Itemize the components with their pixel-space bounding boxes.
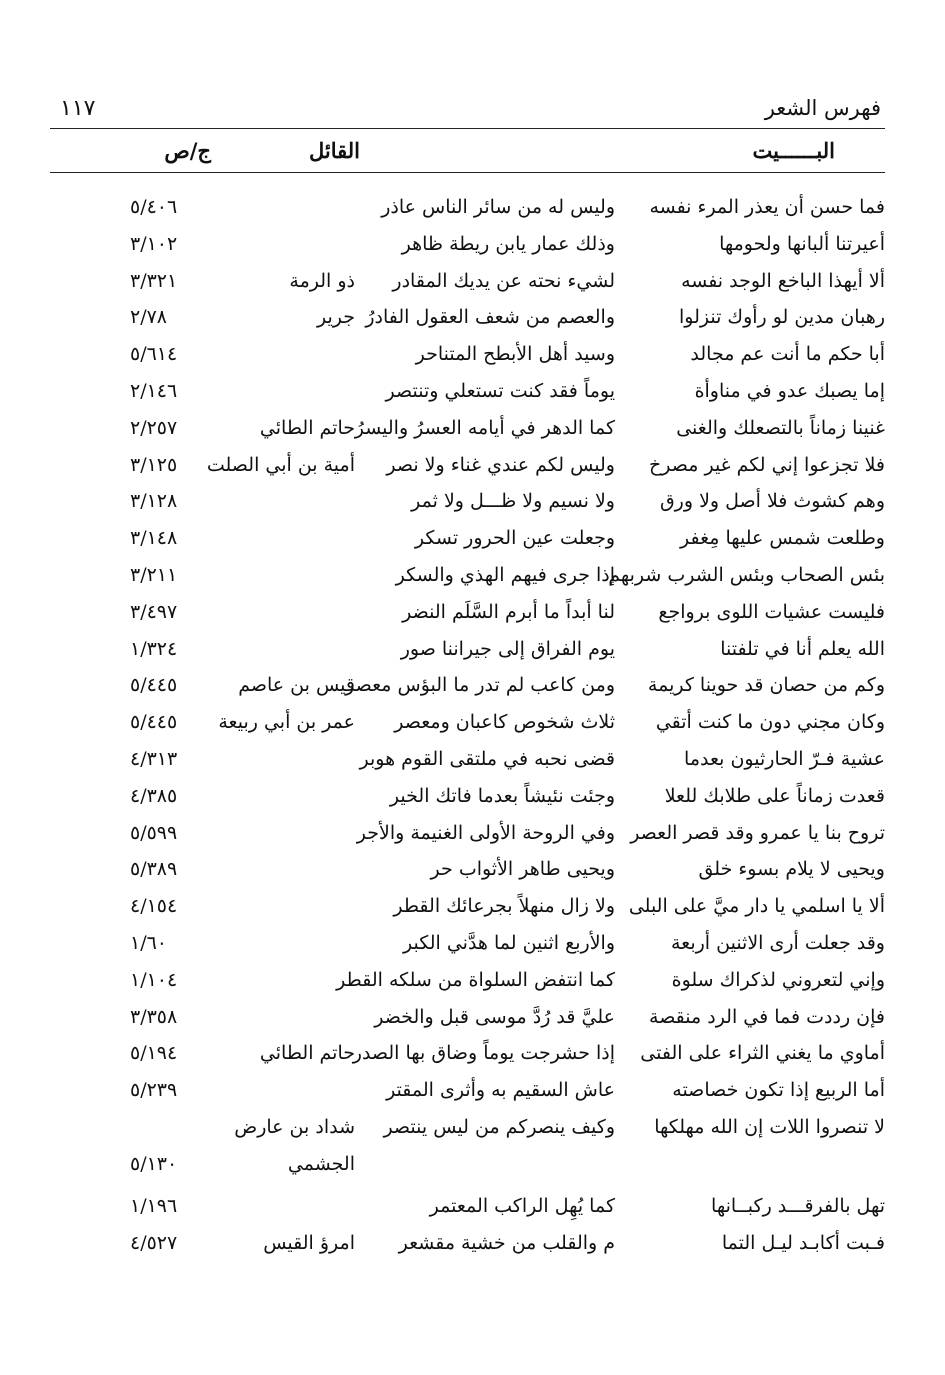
- page-number: ١١٧: [60, 96, 96, 121]
- poet-name: شداد بن عارض: [234, 1115, 355, 1138]
- verse-first-hemistich: تروح بنا يا عمرو وقد قصر العصر: [630, 821, 885, 844]
- volume-page-ref: ٤/٥٢٧: [130, 1231, 178, 1254]
- volume-page-ref: ٥/٢٣٩: [130, 1079, 178, 1102]
- volume-page-ref: ٤/٣١٣: [130, 747, 178, 770]
- volume-page-ref: ٥/١٩٤: [130, 1042, 178, 1065]
- verse-first-hemistich: الله يعلم أنا في تلفتنا: [720, 637, 885, 660]
- index-row: [0, 816, 945, 853]
- verse-first-hemistich: فلا تجزعوا إني لكم غير مصرخ: [649, 453, 885, 476]
- verse-first-hemistich: ألا يا اسلمي يا دار ميَّ على البلى: [628, 895, 885, 918]
- index-row: [0, 190, 945, 227]
- verse-first-hemistich: وكان مجني دون ما كنت أتقي: [655, 711, 885, 734]
- verse-first-hemistich: وهم كشوث فلا أصل ولا ورق: [659, 490, 885, 513]
- verse-second-hemistich: م والقلب من خشية مقشعر: [398, 1231, 615, 1254]
- volume-page-ref: ٢/١٤٦: [130, 379, 178, 402]
- poet-name: حاتم الطائي: [259, 416, 355, 439]
- index-row: [0, 742, 945, 779]
- verse-first-hemistich: فما حسن أن يعذر المرء نفسه: [649, 196, 885, 218]
- verse-first-hemistich: أعيرتنا ألبانها ولحومها: [719, 232, 885, 255]
- verse-second-hemistich: ولا زال منهلاً بجرعائك القطر: [393, 895, 615, 918]
- verse-first-hemistich: لا تنصروا اللات إن الله مهلكها: [654, 1115, 885, 1138]
- poet-name: عمر بن أبي ربيعة: [218, 711, 355, 734]
- index-row: [0, 1110, 945, 1147]
- index-row: [0, 411, 945, 448]
- top-rule: [50, 128, 885, 129]
- volume-page-ref: ١/٦٠: [130, 931, 168, 954]
- verse-first-hemistich: قعدت زماناً على طلابك للعلا: [664, 784, 885, 807]
- index-row: [0, 1036, 945, 1073]
- verse-first-hemistich: ألا أيهذا الباخع الوجد نفسه: [681, 269, 885, 292]
- verse-second-hemistich: والأربع اثنين لما هدَّني الكبر: [403, 931, 615, 954]
- verse-second-hemistich: إذا حشرجت يوماً وضاق بها الصدر: [352, 1042, 615, 1065]
- verse-first-hemistich: أما الربيع إذا تكون خصاصته: [672, 1079, 885, 1102]
- volume-page-ref: ١/١٩٦: [130, 1194, 178, 1217]
- verse-second-hemistich: وجئت نئيشاً بعدما فاتك الخير: [389, 784, 615, 807]
- verse-second-hemistich: إذا جرى فيهم الهذي والسكر: [395, 563, 615, 586]
- verse-second-hemistich: وسيد أهل الأبطح المتناحر: [415, 343, 615, 366]
- column-header-ref: ج/ص: [164, 138, 211, 163]
- volume-page-ref: ٣/٢١١: [130, 563, 178, 586]
- volume-page-ref: ٢/٢٥٧: [130, 416, 178, 439]
- poet-name: امرؤ القيس: [263, 1231, 355, 1254]
- verse-second-hemistich: وفي الروحة الأولى الغنيمة والأجر: [356, 821, 615, 844]
- volume-page-ref: ١/٣٢٤: [130, 637, 178, 660]
- verse-first-hemistich: أبا حكم ما أنت عم مجالد: [690, 343, 885, 366]
- verse-first-hemistich: وقد جعلت أرى الاثنين أربعة: [670, 931, 885, 954]
- index-row: [0, 963, 945, 1000]
- volume-page-ref: ٢/٧٨: [130, 306, 168, 329]
- verse-second-hemistich: ومن كاعب لم تدر ما البؤس معصر: [345, 674, 615, 697]
- index-row: [0, 926, 945, 963]
- poet-name: قيس بن عاصم: [238, 674, 355, 697]
- volume-page-ref: ٥/٥٩٩: [130, 821, 178, 844]
- verse-second-hemistich: قضى نحبه في ملتقى القوم هوبر: [359, 747, 615, 770]
- volume-page-ref: ٣/٣٥٨: [130, 1005, 178, 1028]
- index-row: [0, 595, 945, 632]
- verse-first-hemistich: غنينا زماناً بالتصعلك والغنى: [676, 416, 885, 439]
- verse-first-hemistich: إما يصبك عدو في مناوأة: [694, 379, 885, 402]
- verse-second-hemistich: والعصم من شعف العقول الفادرُ: [365, 306, 615, 329]
- volume-page-ref: ٤/١٥٤: [130, 895, 178, 918]
- verse-second-hemistich: ثلاث شخوص كاعبان ومعصر: [394, 711, 615, 734]
- volume-page-ref: ٥/١٣٠: [130, 1152, 178, 1175]
- volume-page-ref: ٥/٤٤٥: [130, 674, 178, 697]
- verse-first-hemistich: فليست عشيات اللوى برواجع: [658, 600, 885, 623]
- verse-second-hemistich: عاش السقيم به وأثرى المقتر: [386, 1079, 615, 1102]
- verse-second-hemistich: وليس لكم عندي غناء ولا نصر: [386, 453, 615, 476]
- volume-page-ref: ٥/٤٠٦: [130, 196, 178, 218]
- section-title: فهرس الشعر: [764, 96, 881, 120]
- verse-second-hemistich: ويحيى طاهر الأثواب حر: [430, 858, 615, 881]
- verse-first-hemistich: وطلعت شمس عليها مِغفر: [679, 527, 885, 550]
- verse-first-hemistich: عشية فـرّ الحارثيون بعدما: [684, 747, 885, 770]
- volume-page-ref: ٣/٣٢١: [130, 269, 178, 292]
- volume-page-ref: ٥/٦١٤: [130, 343, 178, 366]
- verse-second-hemistich: وجعلت عين الحرور تسكر: [414, 527, 615, 550]
- verse-first-hemistich: تهل بالفرقـــد ركبــانها: [711, 1194, 885, 1217]
- verse-first-hemistich: وكم من حصان قد حوينا كريمة: [647, 674, 885, 697]
- verse-second-hemistich: كما يُهِل الراكب المعتمر: [429, 1194, 615, 1217]
- verse-first-hemistich: ويحيى لا يلام بسوء خلق: [698, 858, 885, 881]
- volume-page-ref: ٣/١٤٨: [130, 527, 178, 550]
- index-row: [0, 374, 945, 411]
- verse-second-hemistich: وليس له من سائر الناس عاذر: [381, 196, 615, 218]
- verse-first-hemistich: بئس الصحاب وبئس الشرب شربهم: [608, 563, 885, 586]
- verse-first-hemistich: أماوي ما يغني الثراء على الفتى: [640, 1042, 885, 1065]
- index-row: [0, 705, 945, 742]
- verse-second-hemistich: عليَّ قد رُدَّ موسى قبل والخضر: [374, 1005, 615, 1028]
- verse-second-hemistich: وكيف ينصركم من ليس ينتصر: [383, 1115, 615, 1138]
- poet-name: أمية بن أبي الصلت: [206, 453, 355, 476]
- volume-page-ref: ١/١٠٤: [130, 968, 178, 991]
- index-row: [0, 779, 945, 816]
- verse-second-hemistich: كما الدهر في أيامه العسرُ واليسرُ: [354, 416, 615, 439]
- index-row: [0, 1189, 945, 1226]
- index-row: [0, 521, 945, 558]
- index-row: [0, 1226, 945, 1263]
- poetry-index-list: [0, 190, 945, 1262]
- volume-page-ref: ٥/٤٤٥: [130, 711, 178, 734]
- poet-name: حاتم الطائي: [259, 1042, 355, 1065]
- index-row: [0, 484, 945, 521]
- verse-second-hemistich: ولا نسيم ولا ظـــل ولا ثمر: [411, 490, 615, 513]
- verse-first-hemistich: رهبان مدين لو رأوك تنزلوا: [678, 306, 885, 329]
- verse-first-hemistich: فإن رددت فما في الرد منقصة: [649, 1005, 885, 1028]
- index-row: [0, 337, 945, 374]
- poet-name: ذو الرمة: [289, 269, 355, 292]
- column-header-verse: البــــــيت: [752, 138, 835, 163]
- verse-second-hemistich: يوم الفراق إلى جيراننا صور: [400, 637, 615, 660]
- column-header-poet: القائل: [308, 138, 360, 163]
- index-row: [0, 889, 945, 926]
- verse-first-hemistich: فـبت أكابـد ليـل التما: [721, 1231, 885, 1254]
- index-row: [0, 227, 945, 264]
- volume-page-ref: ٤/٣٨٥: [130, 784, 178, 807]
- volume-page-ref: ٣/١٢٥: [130, 453, 178, 476]
- index-row: [0, 448, 945, 485]
- header-rule: [50, 172, 885, 173]
- index-row: [0, 264, 945, 301]
- volume-page-ref: ٣/١٢٨: [130, 490, 178, 513]
- index-row: [0, 852, 945, 889]
- index-row: [0, 558, 945, 595]
- volume-page-ref: ٥/٣٨٩: [130, 858, 178, 881]
- volume-page-ref: ٣/١٠٢: [130, 232, 178, 255]
- verse-second-hemistich: لشيء نحته عن يديك المقادر: [392, 269, 615, 292]
- index-row: [0, 1073, 945, 1110]
- index-row: [0, 1000, 945, 1037]
- verse-second-hemistich: وذلك عمار يابن ريطة ظاهر: [401, 232, 615, 255]
- index-row: [0, 632, 945, 669]
- poet-name: الجشمي: [287, 1152, 355, 1175]
- verse-first-hemistich: وإني لتعروني لذكراك سلوة: [671, 968, 885, 991]
- index-row: [0, 300, 945, 337]
- poet-name: جرير: [317, 306, 355, 329]
- verse-second-hemistich: كما انتفض السلواة من سلكه القطر: [336, 968, 615, 991]
- verse-second-hemistich: يوماً فقد كنت تستعلي وتنتصر: [385, 379, 615, 402]
- index-row: [0, 668, 945, 705]
- verse-second-hemistich: لنا أبداً ما أبرم السَّلَم النضر: [402, 600, 615, 623]
- volume-page-ref: ٣/٤٩٧: [130, 600, 178, 623]
- index-row: [0, 1147, 945, 1189]
